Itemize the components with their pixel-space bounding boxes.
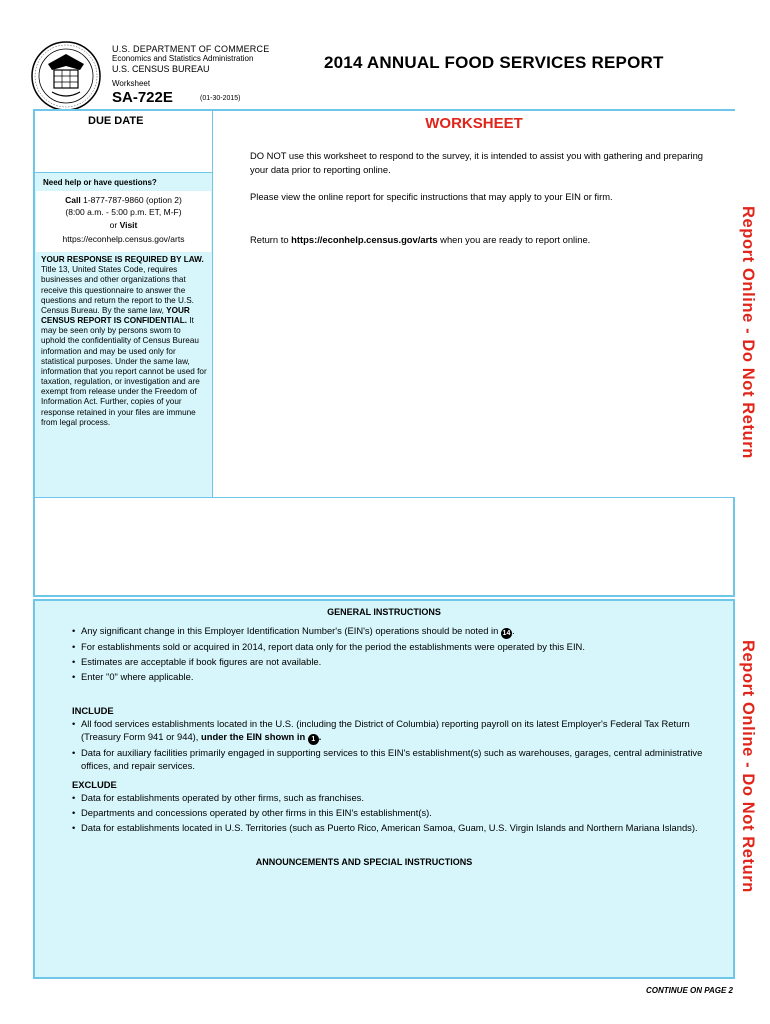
exclude-list (72, 792, 712, 835)
item-text: Any significant change in this Employer Identification Number's (EIN's) operations should be noted in (81, 625, 501, 636)
top-panel (33, 109, 735, 597)
help-link[interactable]: https://econhelp.census.gov/arts (62, 233, 185, 244)
department-name: U.S. DEPARTMENT OF COMMERCE (112, 44, 270, 54)
help-question: Need help or have questions? (43, 178, 157, 187)
phone-number: 1-877-787-9860 (option 2) (83, 195, 182, 205)
due-date-box (35, 111, 213, 172)
list-item: • For establishments sold or acquired in 2014, report data only for the period the establishments were operated by this EIN. (72, 641, 712, 654)
continue-note: CONTINUE ON PAGE 2 (646, 986, 733, 995)
return-text: Return to (250, 234, 292, 245)
list-item: • Data for establishments located in U.S. Territories (such as Puerto Rico, American Samoa, Guam, U.S. Virgin Islands and Northern Mariana Islands). (72, 822, 712, 835)
banner-text: Report Online - Do Not Return (738, 205, 757, 459)
administration-name: Economics and Statistics Administration (112, 54, 254, 64)
worksheet-paragraph-3 (250, 233, 710, 247)
legal-notice (41, 255, 207, 428)
document-type: Worksheet (112, 78, 151, 88)
list-item: • Estimates are acceptable if book figures are not available. (72, 656, 712, 669)
form-number: SA-722E (112, 89, 173, 106)
worksheet-paragraph-2: Please view the online report for specific instructions that may apply to your EIN or firm. (250, 191, 613, 202)
list-item (72, 718, 712, 745)
item-text: All food services establishments located in the U.S. (including the District of Columbia) reporting payroll on its latest Employer's Federal Tax Return (Treasury Form 941 or 944), (81, 718, 690, 742)
banner-text: Report Online - Do Not Return (738, 639, 757, 893)
visit-label: Visit (119, 219, 138, 230)
announcements-heading: ANNOUNCEMENTS AND SPECIAL INSTRUCTIONS (255, 857, 473, 867)
or-text: or (109, 219, 118, 230)
report-online-banner-top (737, 165, 757, 499)
list-item: • Data for auxiliary facilities primarily engaged in supporting services to this EIN's establishment(s) such as warehouses, garages, central administrative offices, and repair services. (72, 747, 712, 773)
item-bold-text: under the EIN shown in (201, 730, 308, 742)
report-title: 2014 ANNUAL FOOD SERVICES REPORT (324, 53, 664, 72)
office-hours: (8:00 a.m. - 5:00 p.m. ET, M-F) (65, 207, 182, 218)
worksheet-title: WORKSHEET (425, 115, 523, 132)
item-1-badge: 1 (308, 734, 319, 745)
call-label: Call (65, 195, 81, 205)
item-text-end: . (511, 625, 515, 636)
list-item (72, 625, 712, 639)
list-item: • Enter "0" where applicable. (72, 671, 712, 684)
contact-box (36, 191, 211, 252)
item-14-badge: 14 (502, 630, 511, 637)
address-box (39, 506, 727, 590)
law-body-2: It may be seen only by persons sworn to uphold the confidentiality of Census Bureau information and may be used only for statistical purposes. Under the same law, information that you report cannot be used for taxation, regulation, or investigation and are exempt from release under the Freedom of Information Act. Further, copies of your response retained in your files are immune from legal process. (41, 316, 207, 427)
form-date: (01-30-2015) (200, 95, 241, 102)
include-heading: INCLUDE (72, 705, 114, 716)
list-item: • Departments and concessions operated by other firms in this EIN's establishment(s). (72, 807, 712, 820)
item-text-end: . (318, 730, 322, 742)
report-online-banner-bottom (737, 600, 757, 932)
agency-block (112, 44, 269, 88)
address-area (35, 497, 733, 595)
law-confidential-text: YOUR CENSUS REPORT IS CONFIDENTIAL. (41, 305, 190, 326)
bureau-name: U.S. CENSUS BUREAU (112, 63, 210, 74)
worksheet-paragraph-1: DO NOT use this worksheet to respond to the survey, it is intended to assist you with gathering and preparing your data prior to reporting online. (250, 150, 704, 175)
include-list (72, 718, 712, 773)
general-instructions-heading: GENERAL INSTRUCTIONS (327, 607, 441, 617)
instructions-panel (33, 599, 735, 979)
general-instructions-list (72, 625, 712, 684)
law-required-text: YOUR RESPONSE IS REQUIRED BY LAW. (41, 255, 204, 264)
worksheet-notice (213, 111, 735, 497)
exclude-heading: EXCLUDE (72, 779, 117, 790)
census-bureau-seal-icon (30, 40, 102, 112)
list-item: • Data for establishments operated by other firms, such as franchises. (72, 792, 712, 805)
return-text-end: when you are ready to report online. (437, 234, 591, 245)
return-link[interactable]: https://econhelp.census.gov/arts (291, 234, 438, 245)
due-date-label: DUE DATE (88, 115, 144, 127)
help-sidebar (35, 172, 213, 497)
law-body-1: Title 13, United States Code, requires businesses and other organizations that receive this questionnaire to answer the questions and return the report to the U.S. Census Bureau. By the same law, (41, 265, 194, 315)
